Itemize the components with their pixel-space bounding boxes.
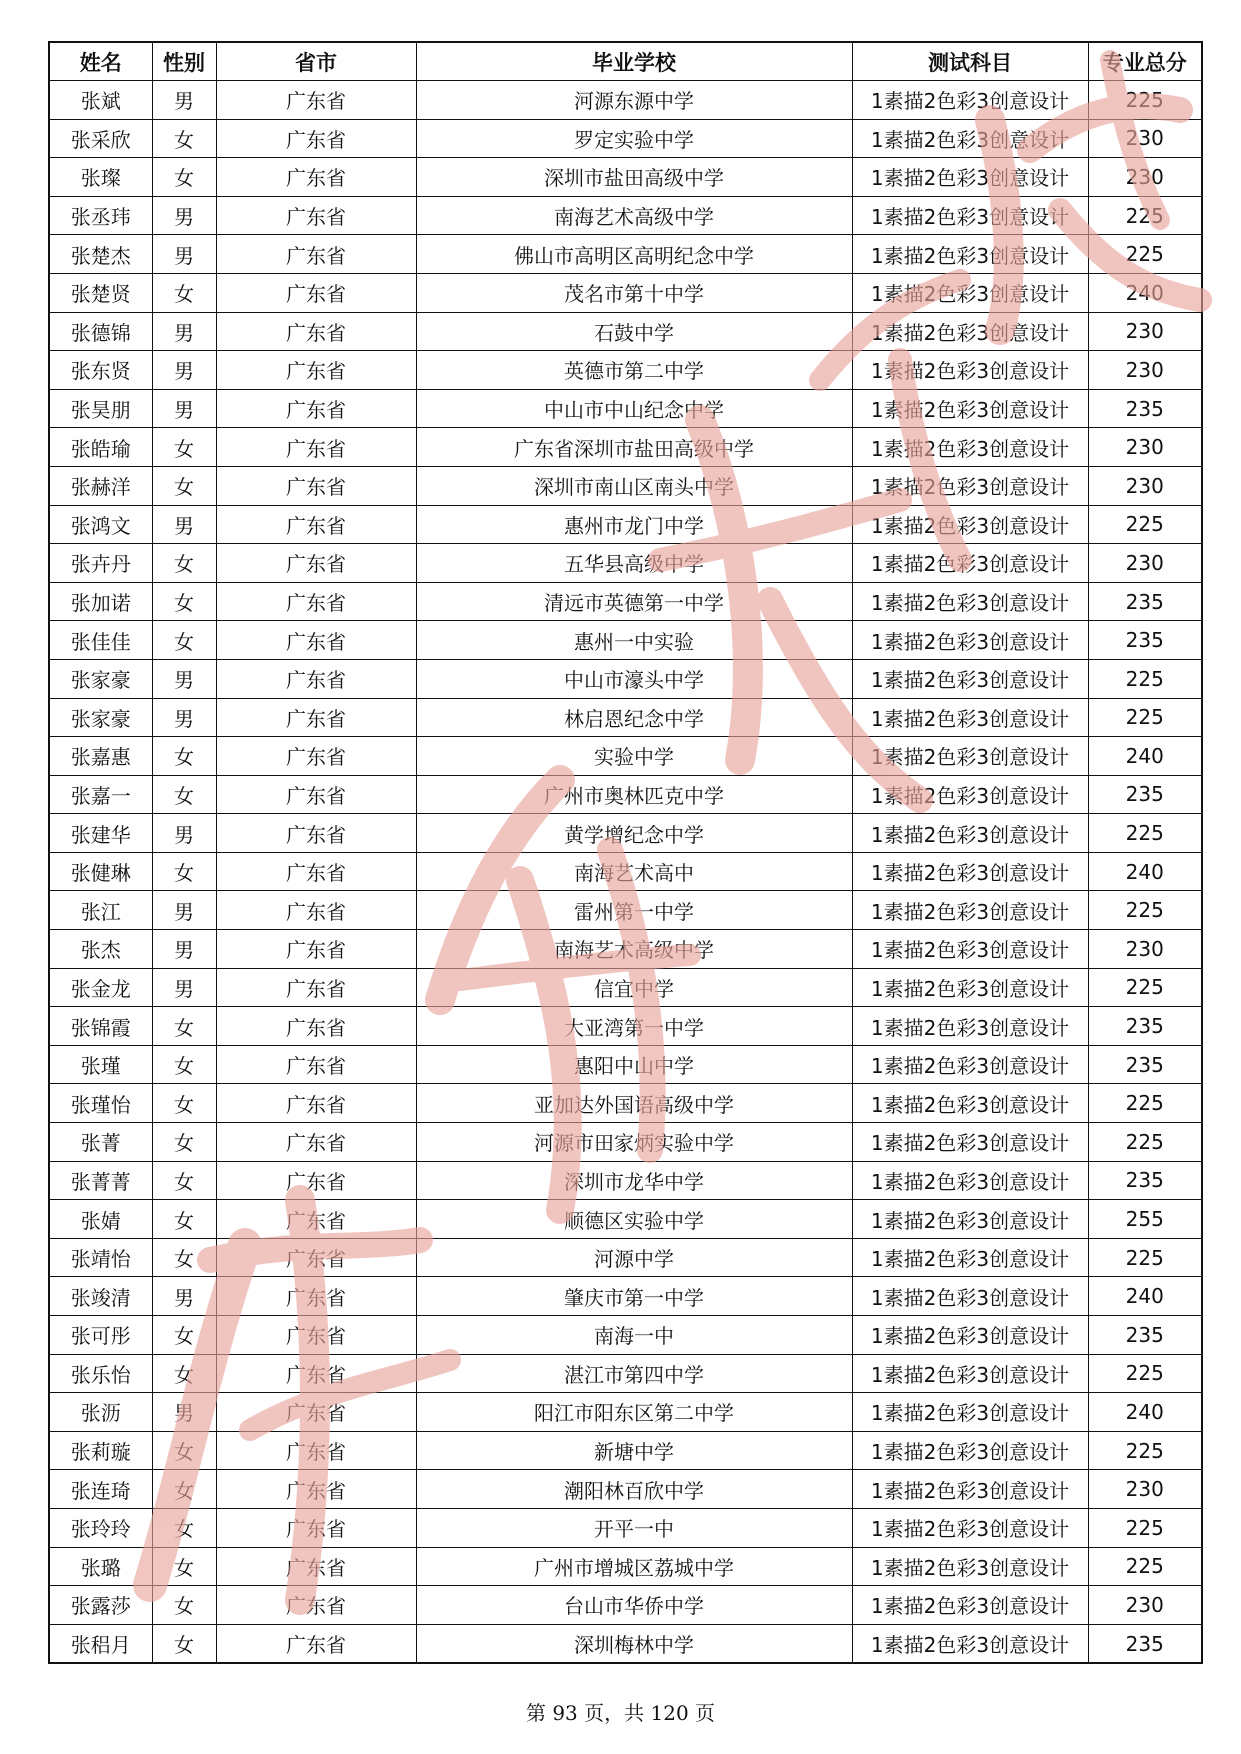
school-cell: 罗定实验中学 <box>416 119 852 158</box>
province-cell: 广东省 <box>216 930 416 969</box>
table-row <box>49 1123 1202 1162</box>
province-cell: 广东省 <box>216 466 416 505</box>
gender-cell: 女 <box>152 1123 216 1162</box>
name-cell: 张菁菁 <box>49 1161 152 1200</box>
gender-cell: 男 <box>152 505 216 544</box>
gender-cell: 女 <box>152 1508 216 1547</box>
province-cell: 广东省 <box>216 81 416 120</box>
school-cell: 河源东源中学 <box>416 81 852 120</box>
gender-cell: 男 <box>152 1277 216 1316</box>
score-cell: 225 <box>1088 1084 1202 1123</box>
score-cell: 225 <box>1088 196 1202 235</box>
table-row <box>49 1277 1202 1316</box>
school-cell: 惠州一中实验 <box>416 621 852 660</box>
name-cell: 张丞玮 <box>49 196 152 235</box>
name-cell: 张玲玲 <box>49 1508 152 1547</box>
admission-score-table <box>48 41 1203 1664</box>
gender-cell: 男 <box>152 196 216 235</box>
gender-cell: 男 <box>152 312 216 351</box>
school-cell: 深圳市南山区南头中学 <box>416 466 852 505</box>
header-total-score: 专业总分 <box>1088 42 1202 81</box>
score-cell: 230 <box>1088 466 1202 505</box>
gender-cell: 女 <box>152 1547 216 1586</box>
table-row <box>49 312 1202 351</box>
subjects-cell: 1素描2色彩3创意设计 <box>852 1547 1088 1586</box>
subjects-cell: 1素描2色彩3创意设计 <box>852 1316 1088 1355</box>
school-cell: 台山市华侨中学 <box>416 1586 852 1625</box>
province-cell: 广东省 <box>216 968 416 1007</box>
school-cell: 肇庆市第一中学 <box>416 1277 852 1316</box>
school-cell: 大亚湾第一中学 <box>416 1007 852 1046</box>
province-cell: 广东省 <box>216 505 416 544</box>
name-cell: 张璨 <box>49 158 152 197</box>
score-cell: 230 <box>1088 930 1202 969</box>
gender-cell: 男 <box>152 814 216 853</box>
school-cell: 南海艺术高级中学 <box>416 930 852 969</box>
score-cell: 225 <box>1088 659 1202 698</box>
gender-cell: 男 <box>152 81 216 120</box>
school-cell: 茂名市第十中学 <box>416 273 852 312</box>
subjects-cell: 1素描2色彩3创意设计 <box>852 775 1088 814</box>
gender-cell: 女 <box>152 582 216 621</box>
score-cell: 225 <box>1088 1123 1202 1162</box>
gender-cell: 女 <box>152 1470 216 1509</box>
header-school: 毕业学校 <box>416 42 852 81</box>
gender-cell: 女 <box>152 1238 216 1277</box>
table-row <box>49 1431 1202 1470</box>
table-row <box>49 389 1202 428</box>
name-cell: 张锦霞 <box>49 1007 152 1046</box>
gender-cell: 男 <box>152 891 216 930</box>
score-cell: 230 <box>1088 1470 1202 1509</box>
gender-cell: 女 <box>152 737 216 776</box>
subjects-cell: 1素描2色彩3创意设计 <box>852 1393 1088 1432</box>
table-row <box>49 1045 1202 1084</box>
gender-cell: 男 <box>152 698 216 737</box>
province-cell: 广东省 <box>216 1354 416 1393</box>
school-cell: 河源市田家炳实验中学 <box>416 1123 852 1162</box>
subjects-cell: 1素描2色彩3创意设计 <box>852 737 1088 776</box>
table-row <box>49 1508 1202 1547</box>
province-cell: 广东省 <box>216 737 416 776</box>
subjects-cell: 1素描2色彩3创意设计 <box>852 1161 1088 1200</box>
school-cell: 惠阳中山中学 <box>416 1045 852 1084</box>
school-cell: 深圳梅林中学 <box>416 1624 852 1663</box>
gender-cell: 女 <box>152 621 216 660</box>
school-cell: 新塘中学 <box>416 1431 852 1470</box>
table-row <box>49 1316 1202 1355</box>
table-header-row <box>49 42 1202 81</box>
province-cell: 广东省 <box>216 1007 416 1046</box>
subjects-cell: 1素描2色彩3创意设计 <box>852 119 1088 158</box>
score-cell: 230 <box>1088 119 1202 158</box>
score-cell: 225 <box>1088 1431 1202 1470</box>
school-cell: 黄学增纪念中学 <box>416 814 852 853</box>
gender-cell: 女 <box>152 1045 216 1084</box>
table-row <box>49 891 1202 930</box>
score-cell: 225 <box>1088 1547 1202 1586</box>
gender-cell: 女 <box>152 544 216 583</box>
province-cell: 广东省 <box>216 1200 416 1239</box>
school-cell: 潮阳林百欣中学 <box>416 1470 852 1509</box>
gender-cell: 男 <box>152 235 216 274</box>
name-cell: 张佳佳 <box>49 621 152 660</box>
school-cell: 实验中学 <box>416 737 852 776</box>
name-cell: 张楚贤 <box>49 273 152 312</box>
gender-cell: 女 <box>152 1431 216 1470</box>
subjects-cell: 1素描2色彩3创意设计 <box>852 1045 1088 1084</box>
gender-cell: 男 <box>152 968 216 1007</box>
page-footer: 第 93 页，共 120 页 <box>525 1701 716 1725</box>
gender-cell: 女 <box>152 428 216 467</box>
table-row <box>49 428 1202 467</box>
name-cell: 张莉璇 <box>49 1431 152 1470</box>
gender-cell: 女 <box>152 1316 216 1355</box>
subjects-cell: 1素描2色彩3创意设计 <box>852 659 1088 698</box>
subjects-cell: 1素描2色彩3创意设计 <box>852 1508 1088 1547</box>
province-cell: 广东省 <box>216 775 416 814</box>
school-cell: 信宜中学 <box>416 968 852 1007</box>
school-cell: 南海一中 <box>416 1316 852 1355</box>
table-row <box>49 158 1202 197</box>
name-cell: 张瑾 <box>49 1045 152 1084</box>
header-name: 姓名 <box>49 42 152 81</box>
name-cell: 张楚杰 <box>49 235 152 274</box>
subjects-cell: 1素描2色彩3创意设计 <box>852 1007 1088 1046</box>
score-cell: 225 <box>1088 968 1202 1007</box>
name-cell: 张德锦 <box>49 312 152 351</box>
name-cell: 张江 <box>49 891 152 930</box>
name-cell: 张鸿文 <box>49 505 152 544</box>
province-cell: 广东省 <box>216 621 416 660</box>
table-row <box>49 1084 1202 1123</box>
gender-cell: 女 <box>152 852 216 891</box>
score-cell: 225 <box>1088 235 1202 274</box>
school-cell: 河源中学 <box>416 1238 852 1277</box>
subjects-cell: 1素描2色彩3创意设计 <box>852 196 1088 235</box>
subjects-cell: 1素描2色彩3创意设计 <box>852 158 1088 197</box>
score-cell: 225 <box>1088 1238 1202 1277</box>
score-cell: 230 <box>1088 312 1202 351</box>
table-row <box>49 930 1202 969</box>
province-cell: 广东省 <box>216 544 416 583</box>
gender-cell: 男 <box>152 389 216 428</box>
name-cell: 张采欣 <box>49 119 152 158</box>
score-cell: 225 <box>1088 1508 1202 1547</box>
subjects-cell: 1素描2色彩3创意设计 <box>852 1277 1088 1316</box>
gender-cell: 女 <box>152 1354 216 1393</box>
subjects-cell: 1素描2色彩3创意设计 <box>852 544 1088 583</box>
score-cell: 230 <box>1088 544 1202 583</box>
province-cell: 广东省 <box>216 1277 416 1316</box>
table-row <box>49 814 1202 853</box>
gender-cell: 男 <box>152 930 216 969</box>
name-cell: 张沥 <box>49 1393 152 1432</box>
subjects-cell: 1素描2色彩3创意设计 <box>852 621 1088 660</box>
subjects-cell: 1素描2色彩3创意设计 <box>852 235 1088 274</box>
score-cell: 240 <box>1088 852 1202 891</box>
name-cell: 张瑾怡 <box>49 1084 152 1123</box>
province-cell: 广东省 <box>216 1045 416 1084</box>
name-cell: 张乐怡 <box>49 1354 152 1393</box>
table-row <box>49 1470 1202 1509</box>
province-cell: 广东省 <box>216 891 416 930</box>
school-cell: 广州市增城区荔城中学 <box>416 1547 852 1586</box>
name-cell: 张家豪 <box>49 659 152 698</box>
subjects-cell: 1素描2色彩3创意设计 <box>852 1354 1088 1393</box>
score-cell: 235 <box>1088 1045 1202 1084</box>
subjects-cell: 1素描2色彩3创意设计 <box>852 505 1088 544</box>
subjects-cell: 1素描2色彩3创意设计 <box>852 582 1088 621</box>
header-gender: 性别 <box>152 42 216 81</box>
score-cell: 240 <box>1088 1277 1202 1316</box>
table-row <box>49 621 1202 660</box>
province-cell: 广东省 <box>216 158 416 197</box>
table-row <box>49 775 1202 814</box>
province-cell: 广东省 <box>216 1123 416 1162</box>
school-cell: 中山市中山纪念中学 <box>416 389 852 428</box>
score-cell: 230 <box>1088 1586 1202 1625</box>
table-row <box>49 1354 1202 1393</box>
table-row <box>49 968 1202 1007</box>
score-cell: 240 <box>1088 737 1202 776</box>
name-cell: 张斌 <box>49 81 152 120</box>
school-cell: 雷州第一中学 <box>416 891 852 930</box>
header-province: 省市 <box>216 42 416 81</box>
subjects-cell: 1素描2色彩3创意设计 <box>852 1586 1088 1625</box>
score-cell: 235 <box>1088 1624 1202 1663</box>
school-cell: 英德市第二中学 <box>416 351 852 390</box>
name-cell: 张加诺 <box>49 582 152 621</box>
score-cell: 235 <box>1088 1316 1202 1355</box>
score-cell: 230 <box>1088 351 1202 390</box>
table-row <box>49 1161 1202 1200</box>
table-row <box>49 1547 1202 1586</box>
score-cell: 235 <box>1088 1007 1202 1046</box>
score-cell: 235 <box>1088 582 1202 621</box>
table-row <box>49 351 1202 390</box>
school-cell: 清远市英德第一中学 <box>416 582 852 621</box>
province-cell: 广东省 <box>216 1431 416 1470</box>
table-row <box>49 235 1202 274</box>
name-cell: 张家豪 <box>49 698 152 737</box>
gender-cell: 女 <box>152 1007 216 1046</box>
name-cell: 张连琦 <box>49 1470 152 1509</box>
school-cell: 中山市濠头中学 <box>416 659 852 698</box>
table-row <box>49 273 1202 312</box>
score-cell: 240 <box>1088 1393 1202 1432</box>
province-cell: 广东省 <box>216 659 416 698</box>
score-cell: 235 <box>1088 621 1202 660</box>
school-cell: 顺德区实验中学 <box>416 1200 852 1239</box>
subjects-cell: 1素描2色彩3创意设计 <box>852 852 1088 891</box>
name-cell: 张靖怡 <box>49 1238 152 1277</box>
school-cell: 广东省深圳市盐田高级中学 <box>416 428 852 467</box>
subjects-cell: 1素描2色彩3创意设计 <box>852 814 1088 853</box>
score-cell: 235 <box>1088 775 1202 814</box>
name-cell: 张露莎 <box>49 1586 152 1625</box>
name-cell: 张皓瑜 <box>49 428 152 467</box>
name-cell: 张嘉一 <box>49 775 152 814</box>
subjects-cell: 1素描2色彩3创意设计 <box>852 466 1088 505</box>
subjects-cell: 1素描2色彩3创意设计 <box>852 930 1088 969</box>
province-cell: 广东省 <box>216 814 416 853</box>
province-cell: 广东省 <box>216 1161 416 1200</box>
school-cell: 石鼓中学 <box>416 312 852 351</box>
score-cell: 230 <box>1088 158 1202 197</box>
table-row <box>49 119 1202 158</box>
gender-cell: 女 <box>152 775 216 814</box>
province-cell: 广东省 <box>216 273 416 312</box>
table-row <box>49 81 1202 120</box>
name-cell: 张婧 <box>49 1200 152 1239</box>
school-cell: 开平一中 <box>416 1508 852 1547</box>
table-row <box>49 698 1202 737</box>
subjects-cell: 1素描2色彩3创意设计 <box>852 273 1088 312</box>
school-cell: 湛江市第四中学 <box>416 1354 852 1393</box>
subjects-cell: 1素描2色彩3创意设计 <box>852 1238 1088 1277</box>
school-cell: 佛山市高明区高明纪念中学 <box>416 235 852 274</box>
score-cell: 235 <box>1088 389 1202 428</box>
school-cell: 林启恩纪念中学 <box>416 698 852 737</box>
name-cell: 张东贤 <box>49 351 152 390</box>
school-cell: 广州市奥林匹克中学 <box>416 775 852 814</box>
name-cell: 张璐 <box>49 1547 152 1586</box>
header-subjects: 测试科目 <box>852 42 1088 81</box>
table-row <box>49 1007 1202 1046</box>
province-cell: 广东省 <box>216 119 416 158</box>
name-cell: 张建华 <box>49 814 152 853</box>
province-cell: 广东省 <box>216 582 416 621</box>
province-cell: 广东省 <box>216 1508 416 1547</box>
subjects-cell: 1素描2色彩3创意设计 <box>852 389 1088 428</box>
name-cell: 张昊朋 <box>49 389 152 428</box>
name-cell: 张健琳 <box>49 852 152 891</box>
table-row <box>49 1200 1202 1239</box>
score-cell: 230 <box>1088 428 1202 467</box>
score-cell: 225 <box>1088 814 1202 853</box>
score-cell: 225 <box>1088 891 1202 930</box>
school-cell: 深圳市龙华中学 <box>416 1161 852 1200</box>
subjects-cell: 1素描2色彩3创意设计 <box>852 312 1088 351</box>
name-cell: 张杰 <box>49 930 152 969</box>
score-cell: 225 <box>1088 698 1202 737</box>
gender-cell: 女 <box>152 466 216 505</box>
table-row <box>49 1586 1202 1625</box>
table-row <box>49 544 1202 583</box>
gender-cell: 女 <box>152 1084 216 1123</box>
province-cell: 广东省 <box>216 1084 416 1123</box>
name-cell: 张竣清 <box>49 1277 152 1316</box>
name-cell: 张稆月 <box>49 1624 152 1663</box>
province-cell: 广东省 <box>216 389 416 428</box>
score-cell: 225 <box>1088 1354 1202 1393</box>
name-cell: 张嘉惠 <box>49 737 152 776</box>
school-cell: 南海艺术高级中学 <box>416 196 852 235</box>
score-cell: 240 <box>1088 273 1202 312</box>
province-cell: 广东省 <box>216 1238 416 1277</box>
name-cell: 张菁 <box>49 1123 152 1162</box>
gender-cell: 女 <box>152 1200 216 1239</box>
table-row <box>49 582 1202 621</box>
gender-cell: 女 <box>152 1161 216 1200</box>
gender-cell: 女 <box>152 1586 216 1625</box>
table-row <box>49 505 1202 544</box>
province-cell: 广东省 <box>216 196 416 235</box>
score-cell: 235 <box>1088 1161 1202 1200</box>
province-cell: 广东省 <box>216 428 416 467</box>
province-cell: 广东省 <box>216 698 416 737</box>
table-row <box>49 659 1202 698</box>
name-cell: 张可彤 <box>49 1316 152 1355</box>
table-row <box>49 1624 1202 1663</box>
subjects-cell: 1素描2色彩3创意设计 <box>852 1084 1088 1123</box>
table-row <box>49 466 1202 505</box>
subjects-cell: 1素描2色彩3创意设计 <box>852 81 1088 120</box>
subjects-cell: 1素描2色彩3创意设计 <box>852 1470 1088 1509</box>
table-row <box>49 196 1202 235</box>
subjects-cell: 1素描2色彩3创意设计 <box>852 351 1088 390</box>
score-cell: 225 <box>1088 81 1202 120</box>
gender-cell: 男 <box>152 1393 216 1432</box>
school-cell: 阳江市阳东区第二中学 <box>416 1393 852 1432</box>
province-cell: 广东省 <box>216 852 416 891</box>
province-cell: 广东省 <box>216 1393 416 1432</box>
province-cell: 广东省 <box>216 1586 416 1625</box>
province-cell: 广东省 <box>216 1470 416 1509</box>
province-cell: 广东省 <box>216 351 416 390</box>
gender-cell: 男 <box>152 659 216 698</box>
table-row <box>49 1393 1202 1432</box>
table-body <box>49 81 1202 1664</box>
school-cell: 亚加达外国语高级中学 <box>416 1084 852 1123</box>
table-row <box>49 737 1202 776</box>
school-cell: 南海艺术高中 <box>416 852 852 891</box>
gender-cell: 女 <box>152 1624 216 1663</box>
school-cell: 深圳市盐田高级中学 <box>416 158 852 197</box>
score-cell: 255 <box>1088 1200 1202 1239</box>
name-cell: 张金龙 <box>49 968 152 1007</box>
gender-cell: 女 <box>152 158 216 197</box>
name-cell: 张卉丹 <box>49 544 152 583</box>
subjects-cell: 1素描2色彩3创意设计 <box>852 1431 1088 1470</box>
table-row <box>49 852 1202 891</box>
province-cell: 广东省 <box>216 235 416 274</box>
gender-cell: 男 <box>152 351 216 390</box>
subjects-cell: 1素描2色彩3创意设计 <box>852 891 1088 930</box>
province-cell: 广东省 <box>216 1316 416 1355</box>
subjects-cell: 1素描2色彩3创意设计 <box>852 1200 1088 1239</box>
subjects-cell: 1素描2色彩3创意设计 <box>852 968 1088 1007</box>
province-cell: 广东省 <box>216 1547 416 1586</box>
subjects-cell: 1素描2色彩3创意设计 <box>852 1624 1088 1663</box>
score-cell: 225 <box>1088 505 1202 544</box>
subjects-cell: 1素描2色彩3创意设计 <box>852 1123 1088 1162</box>
table-row <box>49 1238 1202 1277</box>
gender-cell: 女 <box>152 119 216 158</box>
name-cell: 张赫洋 <box>49 466 152 505</box>
province-cell: 广东省 <box>216 1624 416 1663</box>
subjects-cell: 1素描2色彩3创意设计 <box>852 428 1088 467</box>
gender-cell: 女 <box>152 273 216 312</box>
school-cell: 惠州市龙门中学 <box>416 505 852 544</box>
school-cell: 五华县高级中学 <box>416 544 852 583</box>
subjects-cell: 1素描2色彩3创意设计 <box>852 698 1088 737</box>
province-cell: 广东省 <box>216 312 416 351</box>
